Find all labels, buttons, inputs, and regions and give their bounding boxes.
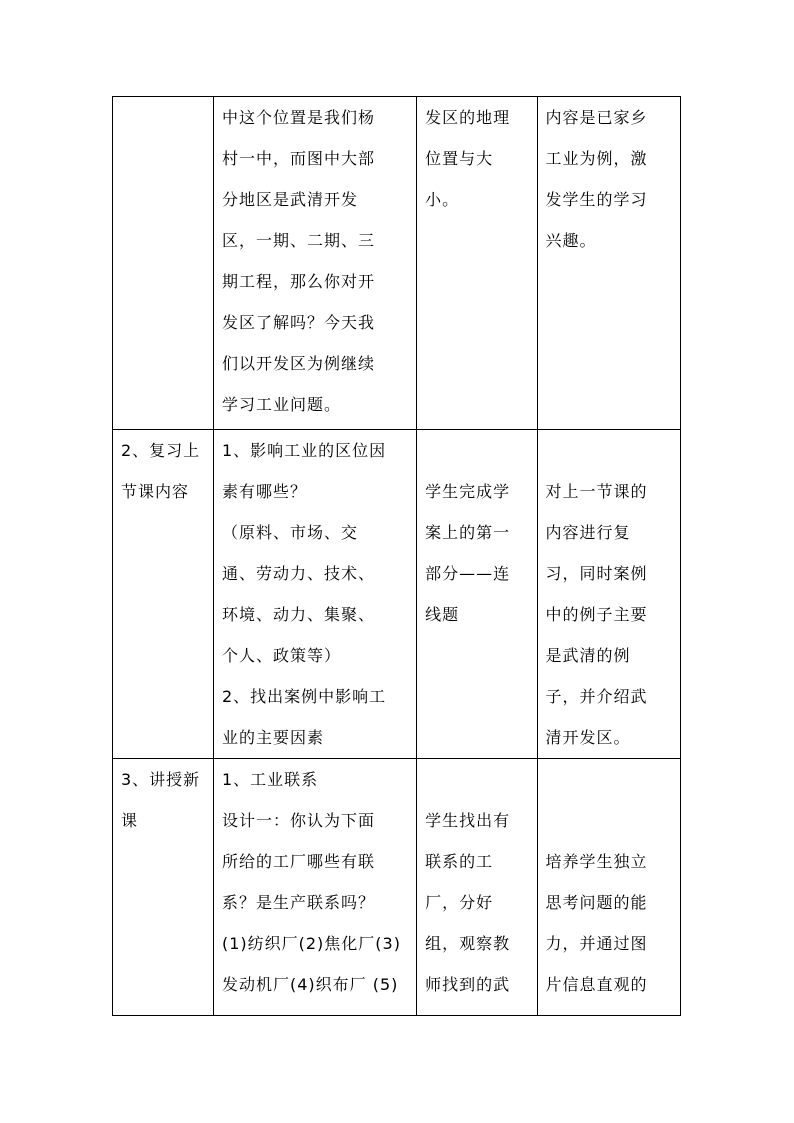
text-line: 发动机厂(4)织布厂 (5) — [221, 975, 399, 994]
text-line: 村一中，而图中大部 — [221, 149, 375, 168]
text-line: 环境、动力、集聚、 — [221, 605, 375, 624]
text-line: 发区了解吗？今天我 — [221, 313, 375, 332]
text-line: 工业为例，激 — [545, 149, 648, 168]
text-line: 期工程，那么你对开 — [221, 272, 375, 291]
cell-student-activity — [417, 97, 537, 430]
text-line: 3、讲授新 — [121, 770, 201, 789]
text-line: 发区的地理 — [425, 108, 511, 127]
text-line: 分地区是武清开发 — [221, 190, 358, 209]
text-line: 内容是已家乡 — [545, 108, 648, 127]
cell-step — [113, 759, 214, 1016]
text-line: 1、工业联系 — [221, 770, 319, 789]
text-line: 发学生的学习 — [545, 190, 648, 209]
text-line: 小。 — [425, 190, 460, 209]
text-line: 中的例子主要 — [545, 605, 648, 624]
text-line: 内容进行复 — [545, 523, 631, 542]
text-line: 是武清的例 — [545, 646, 631, 665]
text-line: 线题 — [425, 605, 460, 624]
table-row — [113, 97, 681, 430]
text-line: 节课内容 — [121, 482, 190, 501]
text-line: 素有哪些？ — [221, 482, 307, 501]
cell-student-activity — [417, 759, 537, 1016]
cell-design-intent — [537, 759, 680, 1016]
text-line: 通、劳动力、技术、 — [221, 564, 375, 583]
cell-student-activity — [417, 430, 537, 759]
text-line: 联系的工 — [425, 852, 494, 871]
text-line: 学生找出有 — [425, 811, 511, 830]
text-line: 力，并通过图 — [545, 934, 648, 953]
cell-design-intent — [537, 430, 680, 759]
text-line: 组，观察教 — [425, 934, 511, 953]
text-line: （原料、市场、交 — [221, 523, 358, 542]
text-line: 片信息直观的 — [545, 975, 648, 994]
text-line: 1、影响工业的区位因 — [221, 441, 387, 460]
text-line: 案上的第一 — [425, 523, 511, 542]
table-row — [113, 759, 681, 1016]
text-line: 位置与大 — [425, 149, 494, 168]
text-line: 思考问题的能 — [545, 893, 648, 912]
cell-step — [113, 97, 214, 430]
cell-teacher-activity — [213, 430, 416, 759]
text-line: 子，并介绍武 — [545, 687, 648, 706]
cell-teacher-activity — [213, 97, 416, 430]
text-line: (1)纺织厂(2)焦化厂(3) — [221, 934, 401, 953]
text-line: 区，一期、二期、三 — [221, 231, 375, 250]
cell-design-intent — [537, 97, 680, 430]
text-line: 师找到的武 — [425, 975, 511, 994]
text-line: 所给的工厂哪些有联 — [221, 852, 375, 871]
text-line: 清开发区。 — [545, 728, 631, 747]
text-line: 学习工业问题。 — [221, 395, 341, 414]
text-line: 个人、政策等） — [221, 646, 341, 665]
text-line: 兴趣。 — [545, 231, 597, 250]
table-row — [113, 430, 681, 759]
text-line: 对上一节课的 — [545, 482, 648, 501]
text-line: 培养学生独立 — [545, 852, 648, 871]
text-line: 设计一：你认为下面 — [221, 811, 375, 830]
text-line: 系？是生产联系吗？ — [221, 893, 375, 912]
text-line: 业的主要因素 — [221, 728, 324, 747]
cell-teacher-activity — [213, 759, 416, 1016]
text-line: 厂，分好 — [425, 893, 494, 912]
text-line: 2、找出案例中影响工 — [221, 687, 387, 706]
text-line: 课 — [121, 811, 139, 830]
text-line: 中这个位置是我们杨 — [221, 108, 375, 127]
text-line: 部分——连 — [425, 564, 511, 583]
text-line: 们以开发区为例继续 — [221, 354, 375, 373]
lesson-plan-table — [112, 96, 681, 1016]
text-line: 学生完成学 — [425, 482, 511, 501]
text-line: 习，同时案例 — [545, 564, 648, 583]
text-line: 2、复习上 — [121, 441, 201, 460]
cell-step — [113, 430, 214, 759]
